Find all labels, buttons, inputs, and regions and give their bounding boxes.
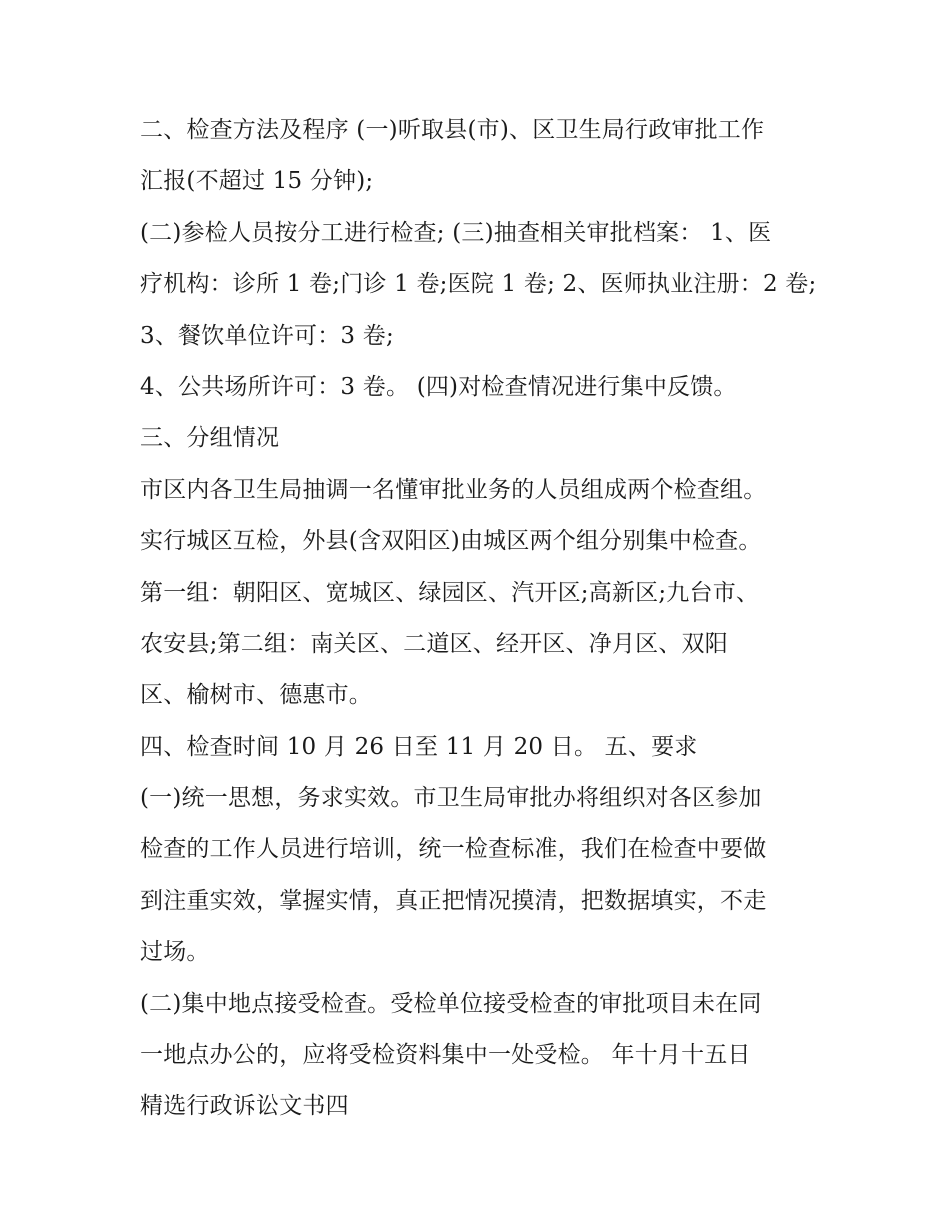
text-line: 市区内各卫生局抽调一名懂审批业务的人员组成两个检查组。 xyxy=(140,476,767,503)
text-line: 到注重实效，掌握实情，真正把情况摸清，把数据填实，不走 xyxy=(140,887,767,914)
text-line: 农安县;第二组：南关区、二道区、经开区、净月区、双阳 xyxy=(140,630,728,657)
document-body xyxy=(140,107,830,1135)
text-line: 一地点办公的，应将受检资料集中一处受检。 年十月十五日 xyxy=(140,1042,751,1069)
text-line: 区、榆树市、德惠市。 xyxy=(140,682,372,709)
text-line: 疗机构：诊所 1 卷;门诊 1 卷;医院 1 卷; 2、医师执业注册：2 卷; xyxy=(140,271,817,298)
text-line: 二、检查方法及程序 (一)听取县(市)、区卫生局行政审批工作 xyxy=(140,117,765,143)
text-line: (二)集中地点接受检查。受检单位接受检查的审批项目未在同 xyxy=(140,990,762,1017)
section-heading: 三、分组情况 xyxy=(140,425,280,452)
text-line: 检查的工作人员进行培训，统一检查标准，我们在检查中要做 xyxy=(140,836,767,863)
text-line: 汇报(不超过 15 分钟); xyxy=(140,168,374,195)
text-line: 过场。 xyxy=(140,939,210,966)
text-line: 第一组：朝阳区、宽城区、绿园区、汽开区;高新区;九台市、 xyxy=(140,579,760,606)
text-line: (二)参检人员按分工进行检查; (三)抽查相关审批档案： 1、医 xyxy=(140,219,772,246)
text-line: (一)统一思想，务求实效。市卫生局审批办将组织对各区参加 xyxy=(140,785,762,812)
text-line: 四、检查时间 10 月 26 日至 11 月 20 日。 五、要求 xyxy=(140,733,698,760)
text-line: 4、公共场所许可：3 卷。 (四)对检查情况进行集中反馈。 xyxy=(140,373,737,400)
text-line: 3、餐饮单位许可：3 卷; xyxy=(140,322,394,349)
document-title: 精选行政诉讼文书四 xyxy=(140,1093,349,1120)
text-line: 实行城区互检，外县(含双阳区)由城区两个组分别集中检查。 xyxy=(140,528,762,555)
